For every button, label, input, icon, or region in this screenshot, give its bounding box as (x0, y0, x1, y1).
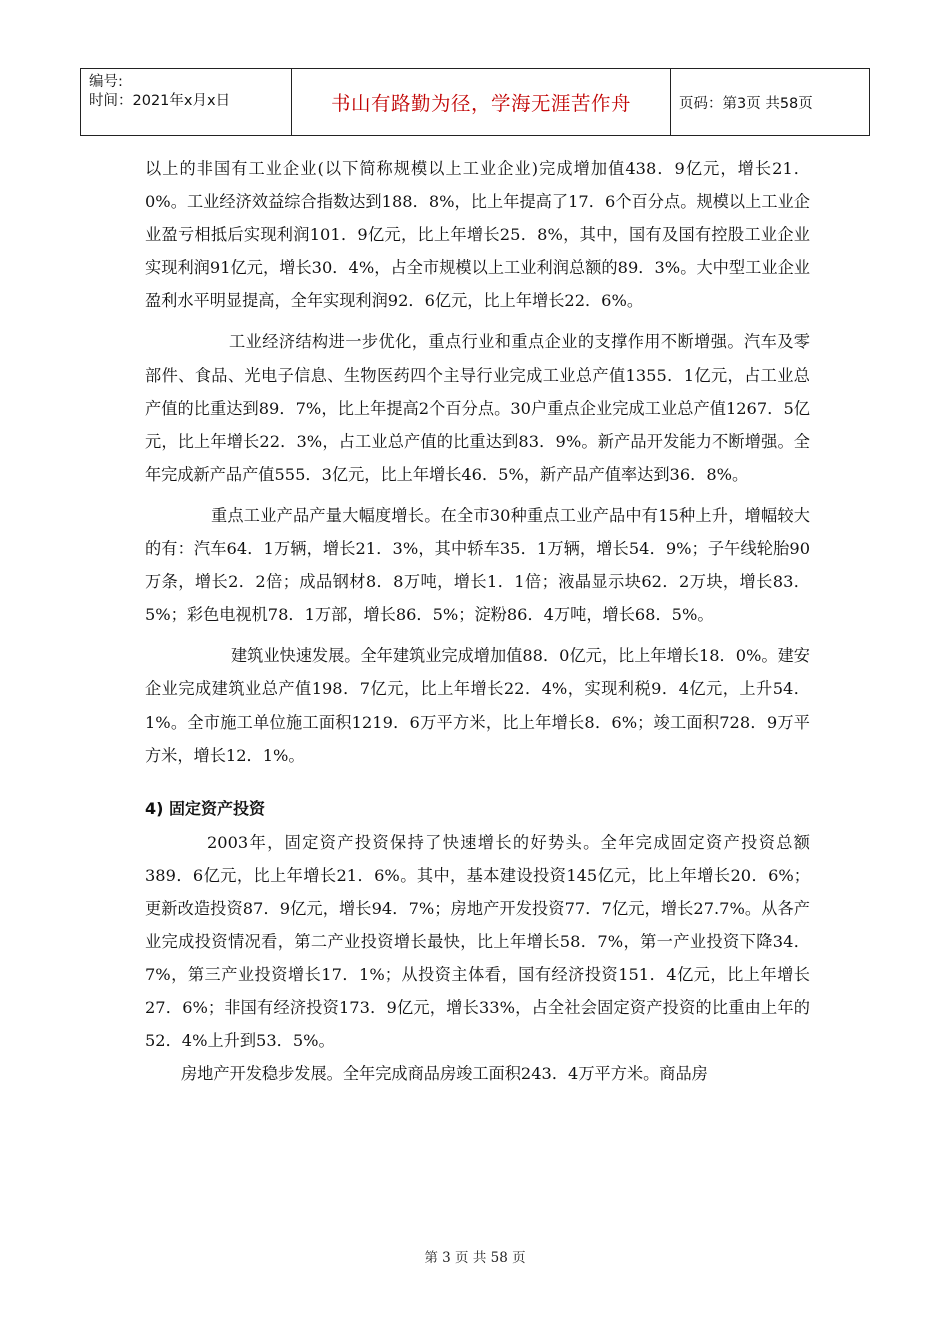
page-header-table (80, 68, 870, 136)
header-motto: 书山有路勤为径，学海无涯苦作舟 (292, 69, 671, 136)
paragraph-industry-profit: 以上的非国有工业企业(以下简称规模以上工业企业)完成增加值438．9亿元，增长21．0%。工业经济效益综合指数达到188．8%，比上年提高了17．6个百分点。规模以上工业企业盈亏相抵后实现利润101．9亿元，比上年增长25．8%，其中，国有及国有控股工业企业实现利润91亿元，增长30．4%，占全市规模以上工业利润总额的89．3%。大中型工业企业盈利水平明显提高，全年实现利润92．6亿元，比上年增长22．6%。 (145, 159, 810, 311)
section-heading-fixed-assets: 4) 固定资产投资 (145, 798, 266, 818)
paragraph-construction: 建筑业快速发展。全年建筑业完成增加值88．0亿元，比上年增长18．0%。建安企业完成建筑业总产值198．7亿元，比上年增长22．4%，实现利税9．4亿元，上升54．1%。全市施工单位施工面积1219．6万平方米，比上年增长8．6%；竣工面积728．9万平方米，增长12．1%。 (145, 646, 810, 765)
header-number-label: 编号: (89, 74, 123, 90)
document-body (145, 152, 810, 1090)
paragraph-fixed-asset-investment: 2003年，固定资产投资保持了快速增长的好势头。全年完成固定资产投资总额389．6亿元，比上年增长21．6%。其中，基本建设投资145亿元，比上年增长20．6%；更新改造投资87．9亿元，增长94．7%；房地产开发投资77．7亿元，增长27.7%。从各产业完成投资情况看，第二产业投资增长最快，比上年增长58．7%，第一产业投资下降34．7%，第三产业投资增长17．1%；从投资主体看，国有经济投资151．4亿元，比上年增长27．6%；非国有经济投资173．9亿元，增长33%，占全社会固定资产投资的比重由上年的52．4%上升到53．5%。 (145, 832, 810, 1051)
page-footer: 第 3 页 共 58 页 (424, 1250, 526, 1266)
paragraph-industrial-products: 重点工业产品产量大幅度增长。在全市30种重点工业产品中有15种上升，增幅较大的有：汽车64．1万辆，增长21．3%，其中轿车35．1万辆，增长54．9%；子午线轮胎90万条，增长2．2倍；成品钢材8．8万吨，增长1．1倍；液晶显示块62．2万块，增长83．5%；彩色电视机78．1万部，增长86．5%；淀粉86．4万吨，增长68．5%。 (145, 505, 810, 625)
paragraph-real-estate: 房地产开发稳步发展。全年完成商品房竣工面积243．4万平方米。商品房 (181, 1064, 708, 1084)
paragraph-industry-structure: 工业经济结构进一步优化，重点行业和重点企业的支撑作用不断增强。汽车及零部件、食品、光电子信息、生物医药四个主导行业完成工业总产值1355．1亿元，占工业总产值的比重达到89．7%，比上年提高2个百分点。30户重点企业完成工业总产值1267．5亿元，比上年增长22．3%，占工业总产值的比重达到83．9%。新产品开发能力不断增强。全年完成新产品产值555．3亿元，比上年增长46．5%，新产品产值率达到36．8%。 (145, 332, 810, 484)
header-page-info: 页码：第3页 共58页 (671, 69, 870, 136)
header-date-label: 时间：2021年x月x日 (89, 93, 231, 109)
header-meta-cell (81, 69, 292, 136)
